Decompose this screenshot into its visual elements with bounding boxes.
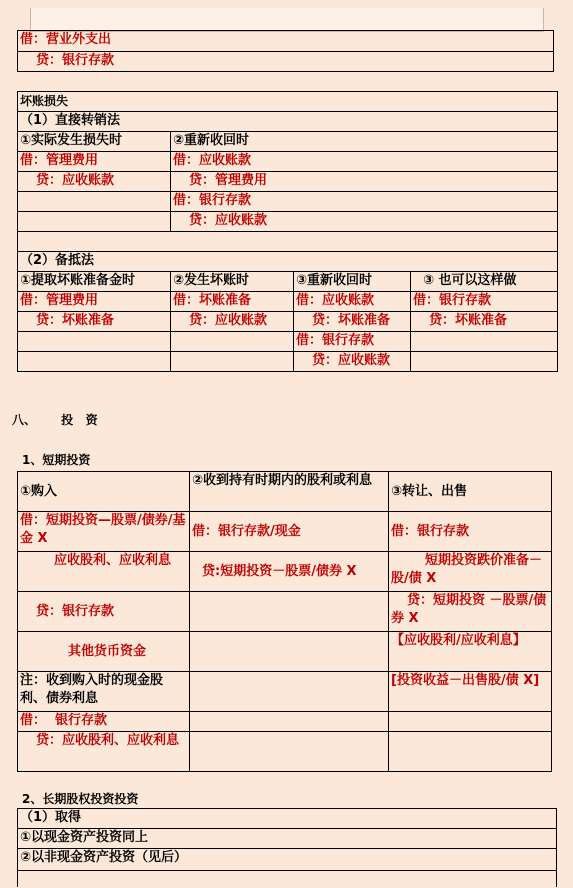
lt-row-3: ②以非现金资产投资（见后） xyxy=(18,849,557,871)
allowance-col1-header: ①提取坏账准备金时 xyxy=(18,272,171,292)
st-r7-c3 xyxy=(389,732,552,772)
allowance-c4-4 xyxy=(411,352,558,372)
direct-c2-1: 借：应收账款 xyxy=(171,152,558,172)
allowance-c1-3 xyxy=(18,332,171,352)
allowance-method-heading: （2）备抵法 xyxy=(18,252,558,272)
st-r1-c2: 借：银行存款/现金 xyxy=(190,512,389,552)
allowance-c2-3 xyxy=(171,332,294,352)
st-r6-c3 xyxy=(389,712,552,732)
allowance-c3-2: 贷：坏账准备 xyxy=(294,312,411,332)
st-r3-c3: 贷：短期投资 －股票/债券 X xyxy=(389,592,552,632)
page-header-box xyxy=(30,8,544,32)
lt-row-1: （1）取得 xyxy=(18,809,557,829)
st-r7-c1: 贷：应收股利、应收利息 xyxy=(18,732,190,772)
st-r3-c2 xyxy=(190,592,389,632)
st-r6-c2 xyxy=(190,712,389,732)
top-row-2: 贷：银行存款 xyxy=(18,52,554,72)
allowance-c4-2: 贷：坏账准备 xyxy=(411,312,558,332)
long-term-title: 2、长期股权投资投资 xyxy=(22,792,139,806)
short-term-table xyxy=(17,471,552,772)
direct-c2-3: 借：银行存款 xyxy=(171,192,558,212)
st-r1-c3: 借：银行存款 xyxy=(389,512,552,552)
st-r3-c1: 贷：银行存款 xyxy=(18,592,190,632)
direct-method-heading: （1）直接转销法 xyxy=(18,112,558,132)
st-r7-c2 xyxy=(190,732,389,772)
top-fragment-table xyxy=(17,30,554,72)
allowance-c3-1: 借：应收账款 xyxy=(294,292,411,312)
direct-c2-4: 贷：应收账款 xyxy=(171,212,558,232)
direct-c1-4 xyxy=(18,212,171,232)
allowance-c3-3: 借：银行存款 xyxy=(294,332,411,352)
direct-c1-1: 借：管理费用 xyxy=(18,152,171,172)
investment-section-title: 八、 投 资 xyxy=(12,413,98,427)
st-col3-header: ③转让、出售 xyxy=(389,472,552,512)
allowance-c2-1: 借：坏账准备 xyxy=(171,292,294,312)
bad-debt-table xyxy=(17,91,558,372)
st-col2-header: ②收到持有时期内的股利或利息 xyxy=(190,472,389,512)
direct-c1-2: 贷：应收账款 xyxy=(18,172,171,192)
st-r2-c2: 贷:短期投资－股票/债券 X xyxy=(190,552,389,592)
allowance-c4-3 xyxy=(411,332,558,352)
st-r1-c1: 借：短期投资—股票/债券/基金 X xyxy=(18,512,190,552)
allowance-c1-1: 借：管理费用 xyxy=(18,292,171,312)
st-col1-header: ①购入 xyxy=(18,472,190,512)
allowance-c4-1: 借：银行存款 xyxy=(411,292,558,312)
allowance-col4-header: ③ 也可以这样做 xyxy=(411,272,558,292)
allowance-c3-4: 贷：应收账款 xyxy=(294,352,411,372)
direct-col2-header: ②重新收回时 xyxy=(171,132,558,152)
st-r2-c3: 短期投资跌价准备－股/债 X xyxy=(389,552,552,592)
st-r4-c1: 其他货币资金 xyxy=(18,632,190,672)
allowance-c2-4 xyxy=(171,352,294,372)
top-row-1: 借：营业外支出 xyxy=(18,31,554,52)
direct-c2-2: 贷：管理费用 xyxy=(171,172,558,192)
allowance-col2-header: ②发生坏账时 xyxy=(171,272,294,292)
st-r6-c1: 借： 银行存款 xyxy=(18,712,190,732)
st-r5-c2 xyxy=(190,672,389,712)
direct-col1-header: ①实际发生损失时 xyxy=(18,132,171,152)
direct-c1-3 xyxy=(18,192,171,212)
st-r5-c3: [投资收益－出售股/债 X] xyxy=(389,672,552,712)
short-term-title: 1、短期投资 xyxy=(22,453,91,467)
st-r5-c1: 注：收到购入时的现金股利、债券利息 xyxy=(18,672,190,712)
bad-debt-title: 坏账损失 xyxy=(18,92,558,112)
st-r4-c2 xyxy=(190,632,389,672)
lt-row-2: ①以现金资产投资同上 xyxy=(18,829,557,849)
st-r4-c3: 【应收股利/应收利息】 xyxy=(389,632,552,672)
blank-row xyxy=(18,232,558,252)
allowance-col3-header: ③重新收回时 xyxy=(294,272,411,292)
allowance-c1-4 xyxy=(18,352,171,372)
allowance-c1-2: 贷：坏账准备 xyxy=(18,312,171,332)
long-term-table xyxy=(17,808,557,887)
lt-row-4 xyxy=(18,871,557,887)
allowance-c2-2: 贷：应收账款 xyxy=(171,312,294,332)
st-r2-c1: 应收股利、应收利息 xyxy=(18,552,190,592)
